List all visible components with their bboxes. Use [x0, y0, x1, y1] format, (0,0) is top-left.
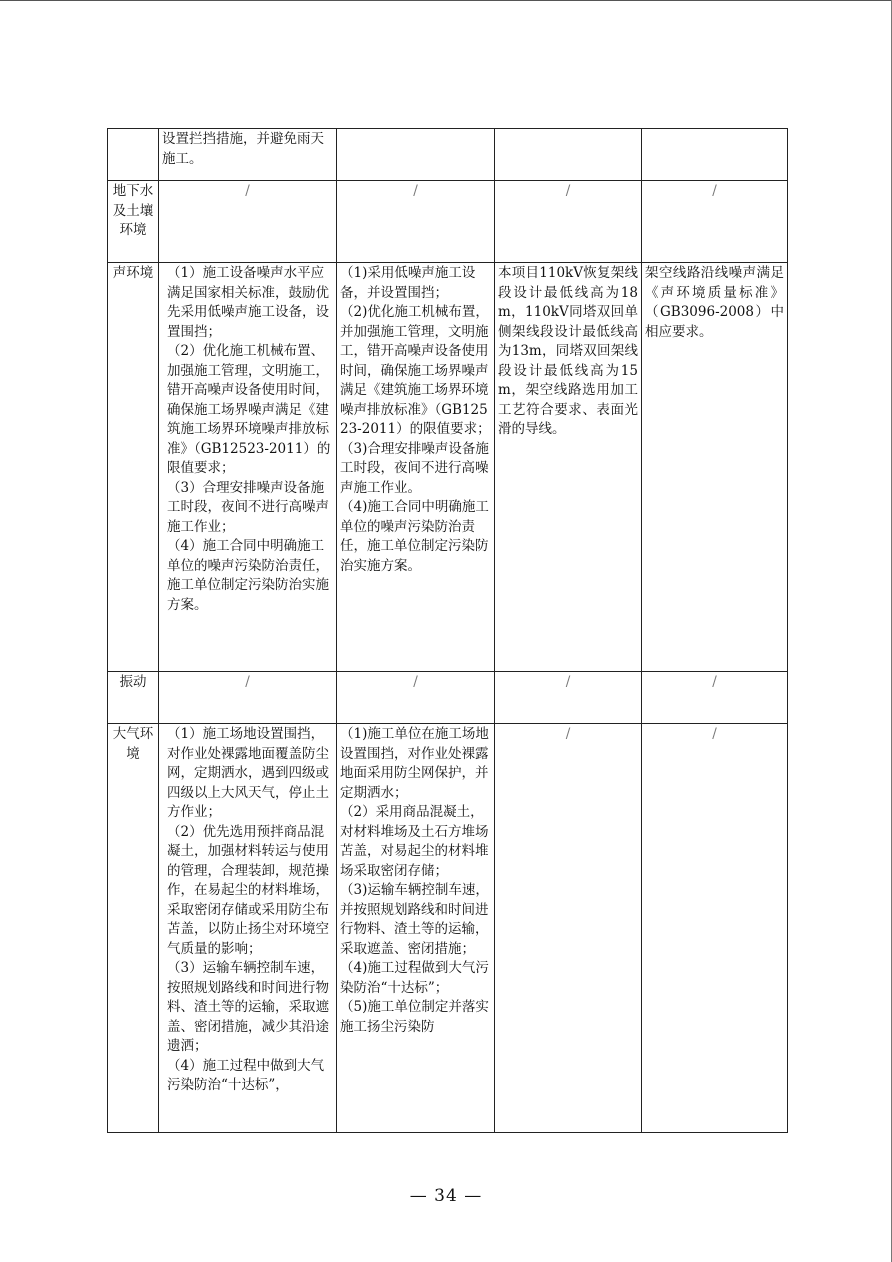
- requirement-cell: 架空线路沿线噪声满足《声环境质量标准》（GB3096-2008）中相应要求。: [642, 263, 788, 672]
- empty-slash-cell: /: [495, 672, 642, 724]
- table-row: [108, 181, 788, 263]
- construction-measure-cell: （1）施工场地设置围挡，对作业处裸露地面覆盖防尘网，定期洒水，遇到四级或四级以上大风天气，停止土方作业； （2）优先选用预拌商品混凝土，加强材料转运与使用的管理，合理装卸，规范操作，在易起尘的材料堆场，采取密闭存储或采用防尘布苫盖，以防止扬尘对环境空气质量的影响； （3）运输车辆控制车速，按照规划路线和时间进行物料、渣土等的运输，采取遮盖、密闭措施，减少其沿途遗洒； （4）施工过程中做到大气污染防治“十达标”，: [159, 724, 337, 1133]
- table-row: [108, 672, 788, 724]
- table-row: [108, 263, 788, 672]
- empty-slash-cell: /: [159, 181, 337, 263]
- empty-slash-cell: /: [642, 181, 788, 263]
- operation-measure-cell: 本项目110kV恢复架线段设计最低线高为18m，110kV同塔双回单侧架线段设计最低线高为13m，同塔双回架线段设计最低线高为15m，架空线路选用加工工艺符合要求、表面光滑的导线。: [495, 263, 642, 672]
- category-cell: 地下水及土壤环境: [108, 181, 159, 263]
- table-row: [108, 129, 788, 181]
- empty-slash-cell: /: [642, 724, 788, 1133]
- category-cell: 振动: [108, 672, 159, 724]
- implementation-cell: （1)施工单位在施工场地设置围挡，对作业处裸露地面采用防尘网保护，并定期洒水； （2）采用商品混凝土，对材料堆场及土石方堆场苫盖，对易起尘的材料堆场采取密闭存储； （3)运输车辆控制车速，并按照规划路线和时间进行物料、渣土等的运输，采取遮盖、密闭措施； （4)施工过程做到大气污染防治“十达标”； （5)施工单位制定并落实施工扬尘污染防: [337, 724, 495, 1133]
- measures-table: [107, 128, 788, 1133]
- implementation-cell: （1)采用低噪声施工设备，并设置围挡； （2)优化施工机械布置，并加强施工管理，文明施工，错开高噪声设备使用时间，确保施工场界噪声满足《建筑施工场界环境噪声排放标准》（GB12523-2011）的限值要求； （3)合理安排噪声设备施工时段，夜间不进行高噪声施工作业。 （4)施工合同中明确施工单位的噪声污染防治责任，施工单位制定污染防治实施方案。: [337, 263, 495, 672]
- empty-slash-cell: /: [159, 672, 337, 724]
- table-row: [108, 724, 788, 1133]
- requirement-cell: [642, 129, 788, 181]
- empty-slash-cell: /: [337, 672, 495, 724]
- category-cell: 声环境: [108, 263, 159, 672]
- category-cell: 大气环境: [108, 724, 159, 1133]
- construction-measure-cell: 设置拦挡措施，并避免雨天施工。: [159, 129, 337, 181]
- implementation-cell: [337, 129, 495, 181]
- top-border-line: [0, 0, 892, 1]
- category-cell: [108, 129, 159, 181]
- empty-slash-cell: /: [642, 672, 788, 724]
- empty-slash-cell: /: [495, 724, 642, 1133]
- operation-measure-cell: [495, 129, 642, 181]
- page-number: — 34 —: [409, 1186, 483, 1206]
- construction-measure-cell: （1）施工设备噪声水平应满足国家相关标准，鼓励优先采用低噪声施工设备，设置围挡； （2）优化施工机械布置、加强施工管理，文明施工，错开高噪声设备使用时间，确保施工场界噪声满足《建筑施工场界环境噪声排放标准》（GB12523-2011）的限值要求； （3）合理安排噪声设备施工时段，夜间不进行高噪声施工作业； （4）施工合同中明确施工单位的噪声污染防治责任，施工单位制定污染防治实施方案。: [159, 263, 337, 672]
- empty-slash-cell: /: [495, 181, 642, 263]
- empty-slash-cell: /: [337, 181, 495, 263]
